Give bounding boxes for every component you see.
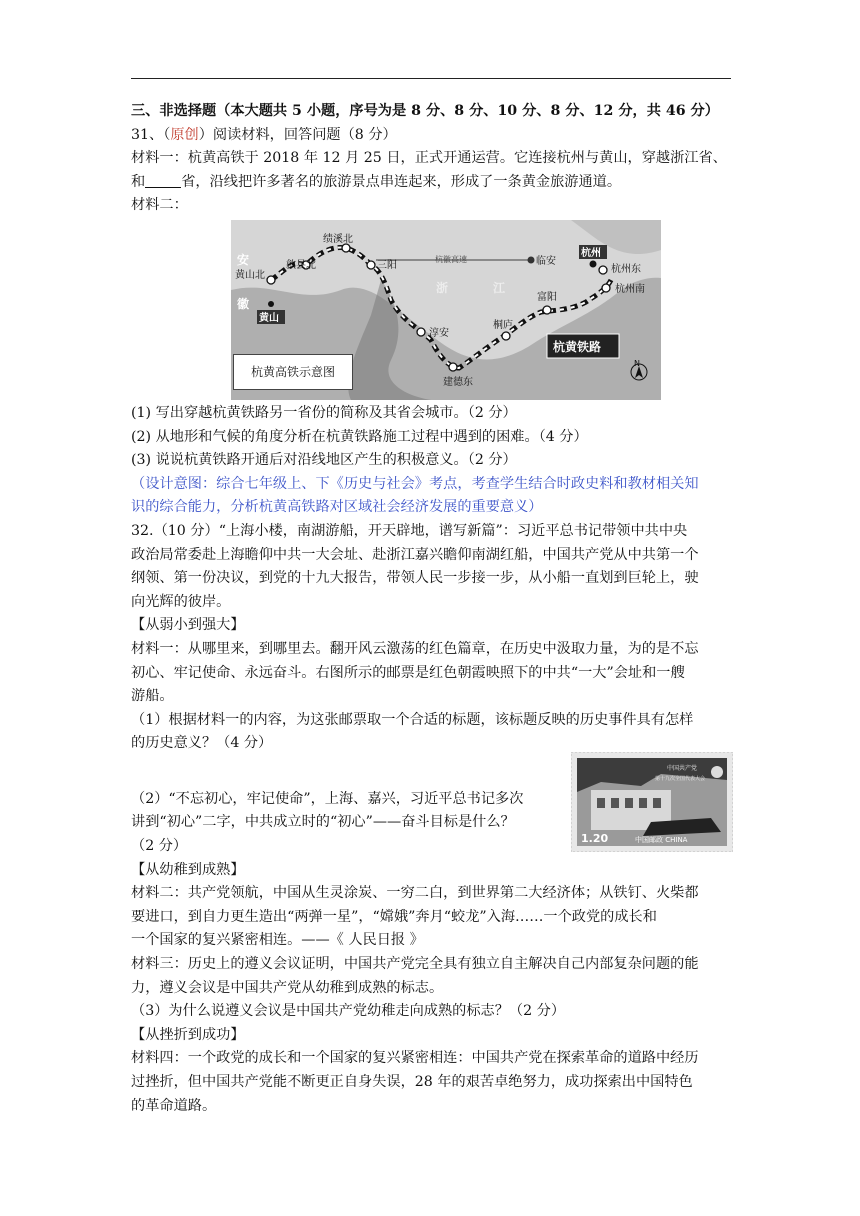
railway-map: [231, 220, 661, 400]
station-huangshanbei: 黄山北: [235, 269, 265, 281]
q31-m1-rest: 省，沿线把许多著名的旅游景点串连起来，形成了一条黄金旅游通道。: [181, 173, 622, 190]
q32-heading-1: 【从弱小到强大】: [131, 617, 245, 634]
station-fuyang: 富阳: [537, 291, 557, 303]
q32-material1-line3: 游船。: [131, 688, 174, 705]
q32-material4-line2: 过挫折，但中国共产党能不断更正自身失误，28 年的艰苦卓绝努力，成功探索出中国特色: [131, 1074, 693, 1090]
expressway-label: 杭徽高速: [435, 254, 467, 264]
station-jixibei: 绩溪北: [323, 233, 353, 245]
q32-intro-line3: 纲领、第一份决议，到党的十九大报告，带领人民一步接一步，从小船一直划到巨轮上，驶: [131, 570, 699, 587]
region-hui: 徽: [237, 296, 250, 311]
station-linan: 临安: [536, 255, 556, 267]
q31-design-line1: （设计意图：综合七年级上、下《历史与社会》考点，考查学生结合时政史料和教材相关知: [131, 475, 699, 492]
city-huangshan: 黄山: [259, 312, 279, 324]
q31-title: [131, 124, 731, 148]
q32-material3-line2: 力，遵义会议是中国共产党从幼稚到成熟的标志。: [131, 979, 444, 996]
q32-sub2-block: [131, 756, 731, 859]
q32-material4-line1: 材料四：一个政党的成长和一个国家的复兴紧密相连：中国共产党在探索革命的道路中经历: [131, 1050, 699, 1067]
stamp-image: [571, 752, 733, 852]
header-rule: [131, 78, 731, 79]
q32-heading-3: 【从挫折到成功】: [131, 1026, 245, 1043]
q32-intro-line2: 政治局常委赴上海瞻仰中共一大会址、赴浙江嘉兴瞻仰南湖红船，中国共产党从中共第一个: [131, 546, 699, 563]
station-hangzhounan: 杭州南: [615, 283, 645, 295]
station-tonglu: 桐庐: [493, 319, 513, 331]
q32-material1-line2: 初心、牢记使命、永远奋斗。右图所示的邮票是红色朝霞映照下的中共“一大”会址和一艘: [131, 664, 685, 681]
q31-material1-line2: [131, 171, 731, 195]
q32-heading-2: 【从幼稚到成熟】: [131, 861, 245, 878]
q31-m1-and: 和: [131, 173, 146, 190]
stamp-party-text: 中国共产党: [667, 764, 698, 772]
station-chunan: 淳安: [429, 327, 449, 339]
q32-material3-line1: 材料三：历史上的遵义会议证明，中国共产党完全具有独立自主解决自己内部复杂问题的能: [131, 956, 699, 973]
q31-sub3: (3) 说说杭黄铁路开通后对沿线地区产生的积极意义。（2 分）: [131, 452, 517, 469]
map-caption: 杭黄高铁示意图: [233, 354, 353, 390]
region-jiang: 江: [493, 280, 506, 295]
q32-sub1-line1: （1）根据材料一的内容，为这张邮票取一个合适的标题，该标题反映的历史事件具有怎样: [131, 711, 694, 728]
station-sanyang: 三阳: [377, 259, 397, 271]
region-zhe: 浙: [436, 280, 449, 295]
q31-number: 31、（: [131, 126, 171, 143]
stamp-country: 中国邮政 CHINA: [635, 835, 688, 844]
q31-sub1: (1) 写出穿越杭黄铁路另一省份的简称及其省会城市。（2 分）: [131, 404, 517, 421]
q31-title-rest: ）阅读材料，回答问题（8 分）: [198, 126, 397, 143]
q32-sub1-line2: 的历史意义？（4 分）: [131, 735, 273, 752]
fill-blank: [145, 173, 181, 188]
q32-material4-line3: 的革命道路。: [131, 1097, 217, 1114]
q32-intro-line4: 向光辉的彼岸。: [131, 593, 231, 610]
station-shexianbei: 歙县北: [286, 259, 316, 271]
q32-sub2-line3: （2 分）: [131, 838, 188, 855]
north-arrow-icon: N: [634, 358, 640, 368]
q32-material2-line1: 材料二：共产党领航，中国从生灵涂炭、一穷二白，到世界第二大经济体；从铁钉、火柴都: [131, 885, 699, 902]
q31-material1-line1: 材料一：杭黄高铁于 2018 年 12 月 25 日，正式开通运营。它连接杭州与黄山，穿越浙江省、: [131, 150, 727, 167]
q32-sub3: （3）为什么说遵义会议是中国共产党幼稚走向成熟的标志？（2 分）: [131, 1003, 566, 1020]
q32-sub2-line1: （2）“不忘初心，牢记使命”，上海、嘉兴，习近平总书记多次: [131, 790, 524, 807]
q32-sub2-line2: 讲到“初心”二字，中共成立时的“初心”——奋斗目标是什么？: [131, 814, 515, 831]
document-page: [131, 100, 731, 1118]
railway-label: 杭黄铁路: [553, 339, 602, 354]
section-header: 三、非选择题（本大题共 5 小题，序号为是 8 分、8 分、10 分、8 分、12 分，共 46 分）: [131, 103, 719, 119]
station-hangzhoudong: 杭州东: [611, 263, 641, 275]
q32-material2-line3: 一个国家的复兴紧密相连。——《 人民日报 》: [131, 932, 424, 949]
q31-material2-label: 材料二：: [131, 197, 188, 214]
city-hangzhou: 杭州: [581, 247, 601, 259]
stamp-value: 1.20: [581, 831, 609, 845]
q31-design-line2: 识的综合能力，分析杭黄高铁路对区域社会经济发展的重要意义）: [131, 499, 543, 516]
q32-material2-line2: 要进口，到自力更生造出“两弹一星”，“嫦娥”奔月“蛟龙”入海……一个政党的成长和: [131, 908, 657, 925]
region-an: 安: [237, 252, 250, 267]
q32-material1-line1: 材料一：从哪里来，到哪里去。翻开风云激荡的红色篇章，在历史中汲取力量，为的是不忘: [131, 640, 699, 657]
q32-intro-line1: 32.（10 分）“上海小楼，南湖游船，开天辟地，谱写新篇”：习近平总书记带领中共中央: [131, 522, 688, 539]
station-jiandedong: 建德东: [443, 376, 473, 388]
q31-sub2: (2) 从地形和气候的角度分析在杭黄铁路施工过程中遇到的困难。（4 分）: [131, 428, 588, 445]
stamp-congress-text: 第十九次全国代表大会: [655, 775, 706, 782]
q31-original-tag: 原创: [170, 126, 199, 143]
